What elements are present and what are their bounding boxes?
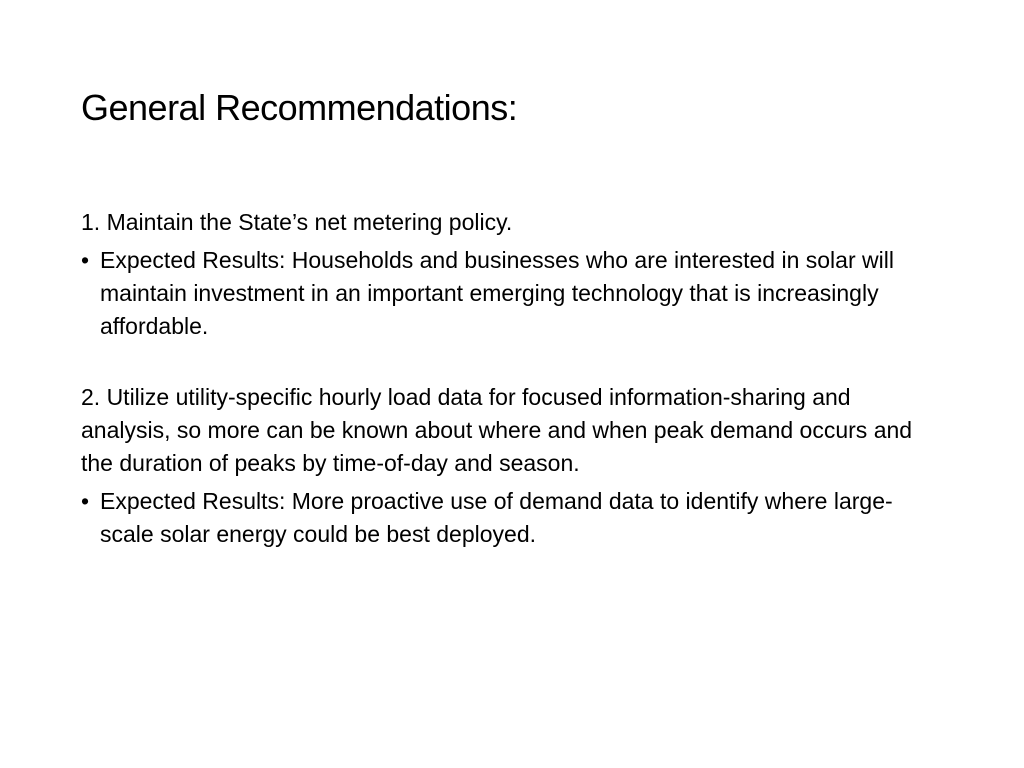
recommendation-2-expected-results: Expected Results: More proactive use of demand data to identify where large-scale solar energy could be best deployed. bbox=[100, 488, 893, 547]
recommendation-2-heading: 2. Utilize utility-specific hourly load data for focused information-sharing and analysis, so more can be known about where and when peak demand occurs and the duration of peaks by time-of-day and season. bbox=[81, 384, 913, 476]
section-spacer bbox=[81, 343, 941, 381]
slide-body bbox=[81, 206, 941, 551]
slide-title: General Recommendations: bbox=[81, 87, 518, 128]
recommendation-2-bullet bbox=[81, 485, 941, 551]
bullet-glyph: • bbox=[81, 488, 90, 514]
recommendation-1-heading: 1. Maintain the State’s net metering policy. bbox=[81, 209, 513, 235]
bullet-glyph: • bbox=[81, 247, 90, 273]
recommendation-1-bullet bbox=[81, 244, 941, 343]
recommendation-1-expected-results: Expected Results: Households and businesses who are interested in solar will maintain investment in an important emerging technology that is increasingly affordable. bbox=[100, 247, 894, 339]
